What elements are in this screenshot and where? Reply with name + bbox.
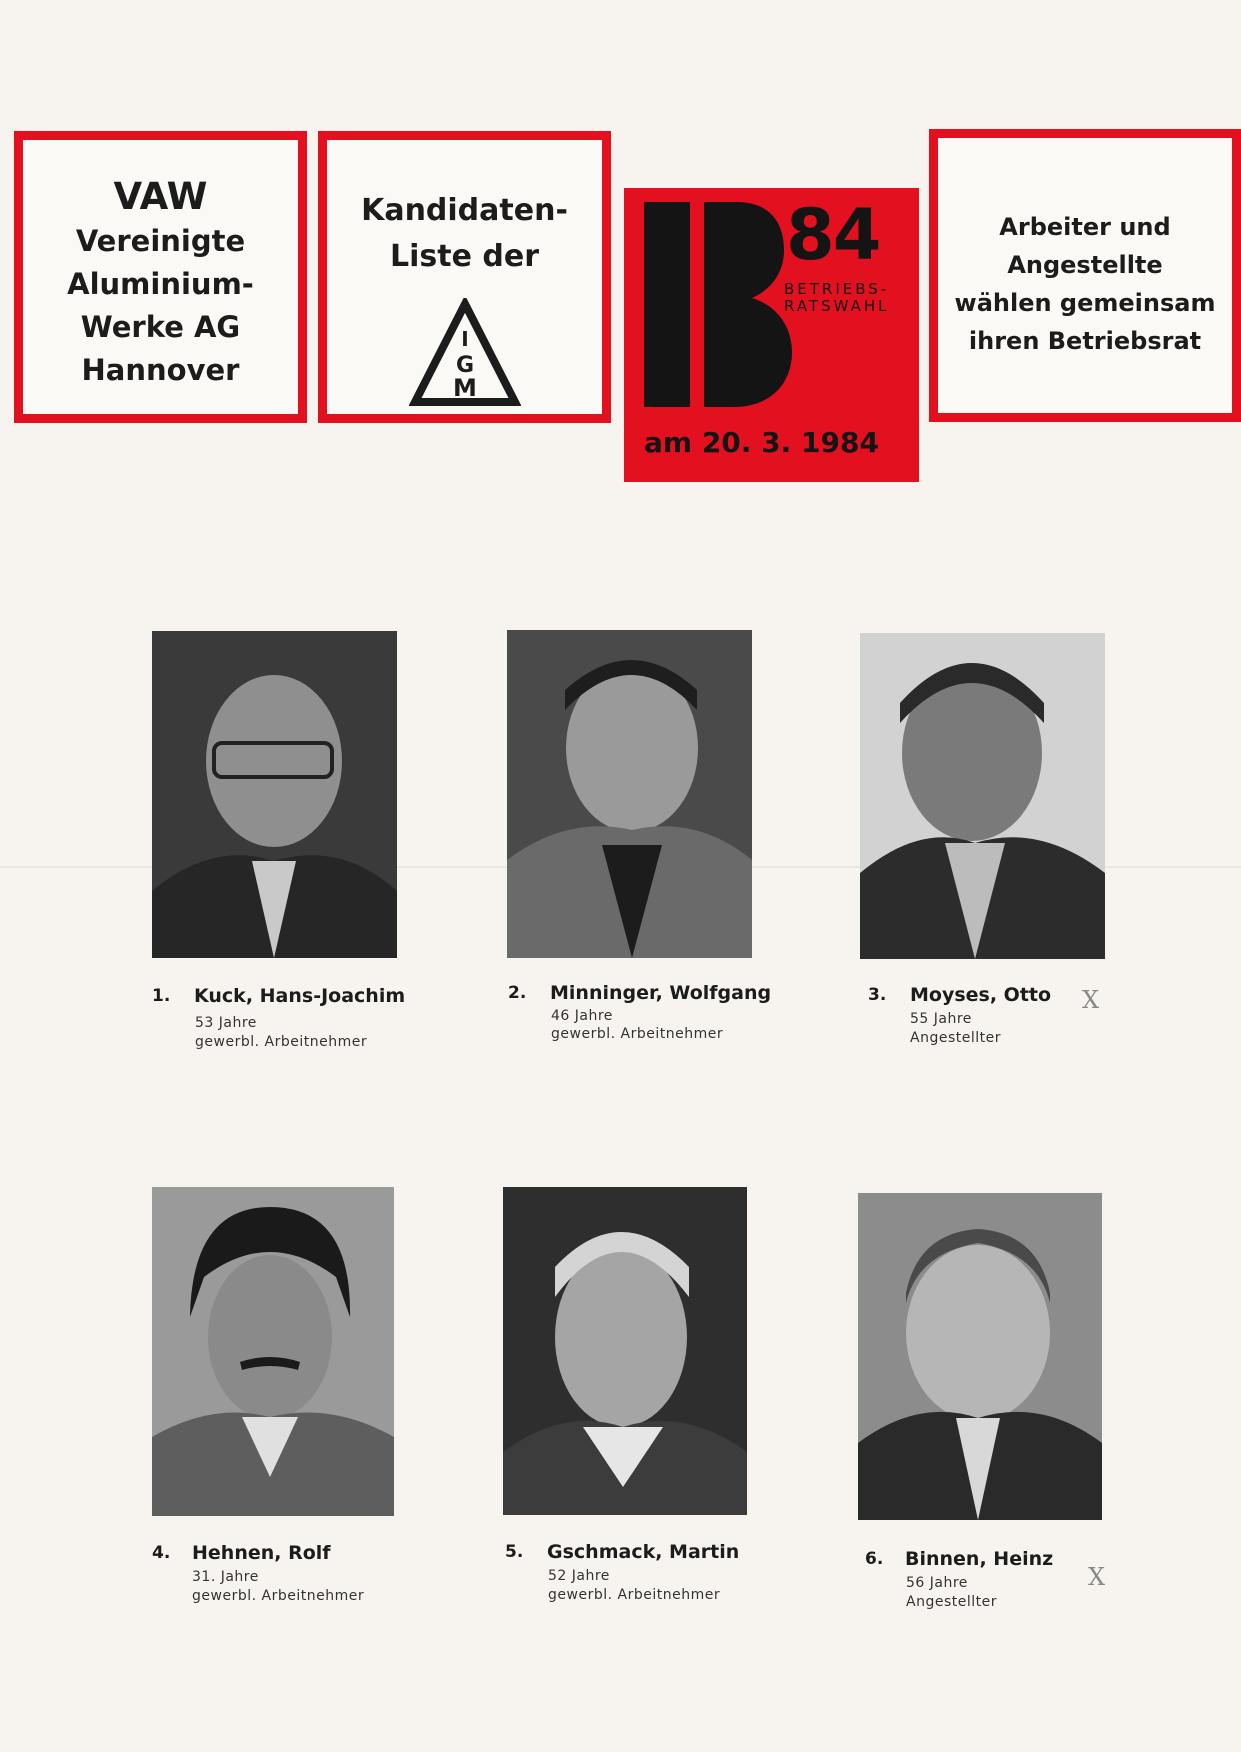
candidate-age: 31. Jahre <box>192 1569 259 1585</box>
candidate-photo <box>860 633 1105 959</box>
svg-text:M: M <box>452 374 477 402</box>
handwritten-mark: X <box>1082 986 1100 1014</box>
candidate-number: 3. <box>868 985 887 1005</box>
slogan-line: ihren Betriebsrat <box>968 327 1202 355</box>
svg-text:I: I <box>460 327 469 351</box>
candidate-age: 55 Jahre <box>910 1011 972 1027</box>
candidate-name: Minninger, Wolfgang <box>550 982 772 1004</box>
candidate-name: Kuck, Hans-Joachim <box>194 985 406 1007</box>
svg-text:G: G <box>455 353 474 378</box>
list-title-line: Liste der <box>389 239 539 274</box>
candidate-number: 1. <box>152 986 171 1006</box>
candidate-job: gewerbl. Arbeitnehmer <box>192 1588 365 1604</box>
candidate-name: Gschmack, Martin <box>547 1541 740 1563</box>
candidate-name: Binnen, Heinz <box>905 1548 1054 1570</box>
candidate-job: gewerbl. Arbeitnehmer <box>195 1034 368 1050</box>
company-line: Aluminium- <box>67 267 254 301</box>
list-title-line: Kandidaten- <box>361 193 568 228</box>
candidate-photo <box>858 1193 1102 1520</box>
slogan-line: Arbeiter und <box>999 213 1171 241</box>
b-letter-icon <box>644 202 794 407</box>
candidate-name: Moyses, Otto <box>910 984 1052 1006</box>
candidate-job: gewerbl. Arbeitnehmer <box>551 1026 724 1042</box>
candidate-photo <box>507 630 752 958</box>
candidate-age: 46 Jahre <box>551 1008 613 1024</box>
election-label: RATSWAHL <box>784 297 890 315</box>
candidate-list-box <box>318 131 611 423</box>
election-panel <box>624 188 919 482</box>
candidate-number: 4. <box>152 1543 171 1563</box>
candidate-job: gewerbl. Arbeitnehmer <box>548 1587 721 1603</box>
candidate-number: 2. <box>508 983 527 1003</box>
candidate-photo <box>152 1187 394 1516</box>
candidate-photo <box>152 631 397 958</box>
company-line: Werke AG <box>80 310 241 344</box>
company-box <box>14 131 307 423</box>
handwritten-mark: X <box>1088 1563 1106 1591</box>
election-date: am 20. 3. 1984 <box>644 426 879 459</box>
company-line: Hannover <box>81 353 240 387</box>
slogan-line: Angestellte <box>1007 251 1163 279</box>
candidate-age: 56 Jahre <box>906 1575 968 1591</box>
company-line: VAW <box>113 175 208 218</box>
candidate-number: 6. <box>865 1549 884 1569</box>
candidate-age: 53 Jahre <box>195 1015 257 1031</box>
candidate-number: 5. <box>505 1542 524 1562</box>
election-year: 84 <box>786 194 880 276</box>
candidate-photo <box>503 1187 747 1515</box>
candidate-age: 52 Jahre <box>548 1568 610 1584</box>
election-label: BETRIEBS- <box>784 280 890 298</box>
slogan-line: wählen gemeinsam <box>954 289 1216 317</box>
igm-triangle-icon <box>409 298 521 410</box>
company-line: Vereinigte <box>75 224 246 258</box>
candidate-job: Angestellter <box>906 1594 997 1610</box>
candidate-name: Hehnen, Rolf <box>192 1542 331 1564</box>
slogan-box <box>929 129 1241 422</box>
candidate-job: Angestellter <box>910 1030 1001 1046</box>
